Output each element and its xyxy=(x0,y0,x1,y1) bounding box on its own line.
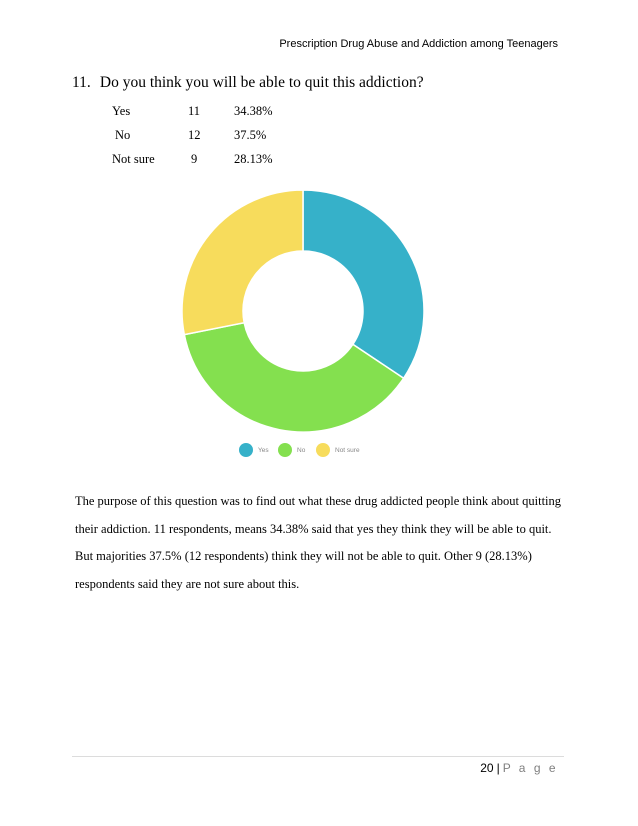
question-text: Do you think you will be able to quit this addiction? xyxy=(99,74,424,91)
question-heading xyxy=(72,74,424,92)
footer-divider xyxy=(72,756,564,757)
legend-swatch xyxy=(278,443,292,457)
slice-yes xyxy=(303,190,424,378)
answer-percent: 28.13% xyxy=(234,152,273,166)
answer-count: 12 xyxy=(188,128,201,142)
answer-count: 9 xyxy=(191,152,198,166)
answer-label: No xyxy=(115,128,131,142)
answer-label: Not sure xyxy=(112,152,155,166)
page-number: 20 xyxy=(480,761,494,775)
answer-table xyxy=(112,104,312,176)
running-header: Prescription Drug Abuse and Addiction among Teenagers xyxy=(279,38,558,50)
answer-row xyxy=(112,152,312,176)
page-footer xyxy=(480,761,558,775)
paragraph-line: respondents said they are not sure about this. xyxy=(75,576,300,591)
answer-count: 11 xyxy=(188,104,201,118)
donut-chart xyxy=(170,180,440,470)
answer-label: Yes xyxy=(112,104,131,118)
paragraph-line: But majorities 37.5% (12 respondents) think they will not be able to quit. Other 9 (28.13%) xyxy=(75,549,532,563)
chart-legend xyxy=(239,443,360,457)
legend-swatch xyxy=(239,443,253,457)
answer-percent: 37.5% xyxy=(234,128,267,142)
paragraph-line: their addiction. 11 respondents, means 34.38% said that yes they think they will be able to quit. xyxy=(75,521,552,536)
legend-label: Not sure xyxy=(335,447,360,454)
legend-label: Yes xyxy=(258,447,269,454)
slice-not-sure xyxy=(182,190,303,335)
chart-slices xyxy=(182,190,424,432)
body-paragraph xyxy=(75,488,565,598)
legend-swatch xyxy=(316,443,330,457)
page-word: P a g e xyxy=(502,761,558,775)
answer-row xyxy=(112,128,312,152)
answer-percent: 34.38% xyxy=(234,104,273,118)
paragraph-line: The purpose of this question was to find out what these drug addicted people think about quitting xyxy=(75,494,562,508)
legend-label: No xyxy=(297,447,306,454)
question-number: 11. xyxy=(72,74,91,91)
answer-row xyxy=(112,104,312,128)
footer-separator: | xyxy=(496,761,500,775)
